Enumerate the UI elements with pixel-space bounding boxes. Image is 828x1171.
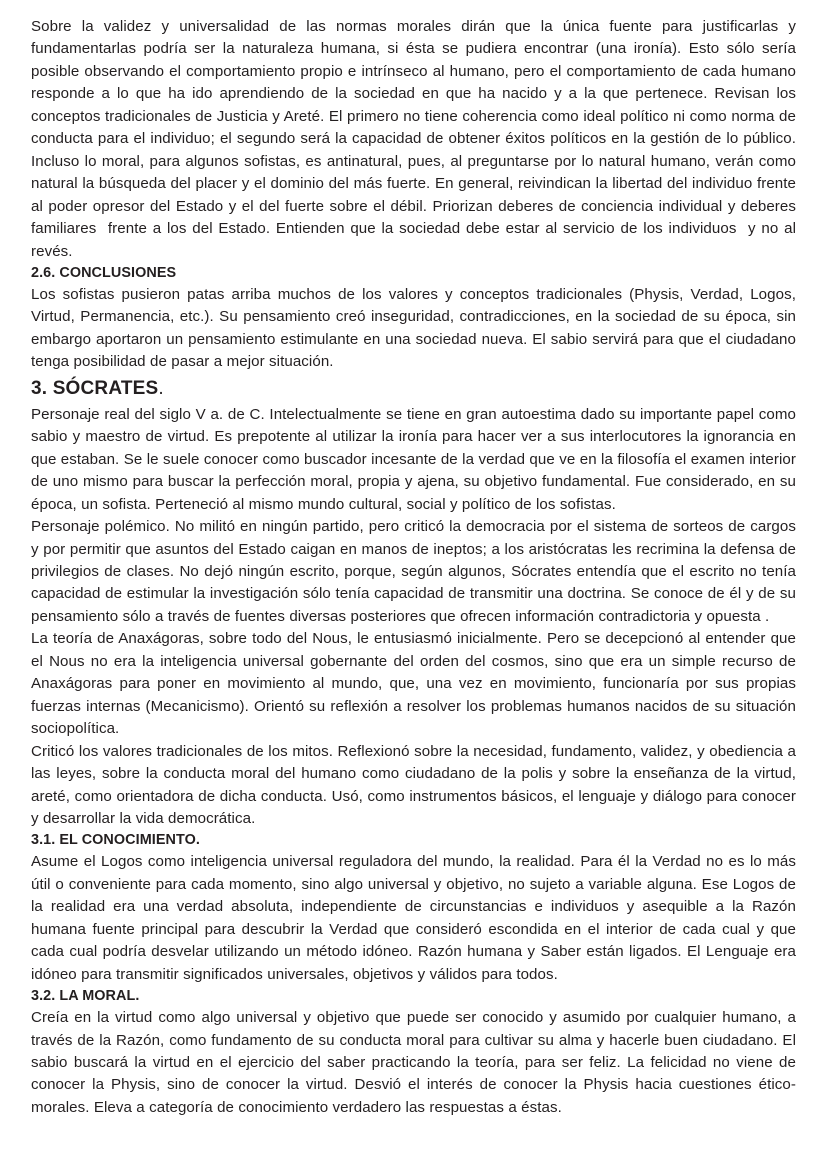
paragraph-conocimiento-logos: Asume el Logos como inteligencia universal reguladora del mundo, la realidad. Para él la Verdad no es lo más útil o conveniente para cada momento, sino algo universal y objetivo, no sujeto a variable alguna. Ese Logos de la realidad era una verdad absoluta, independiente de circunstancias e individuos y asequible a la Razón humana fuente principal para descubrir la Verdad que consideró escondida en el interior de cada cual y que cada cual podría desvelar utilizando un método idóneo. Razón humana y Saber están ligados. El Lenguaje era idóneo para transmitir significados universales, objetivos y válidos para todos.: [31, 853, 801, 983]
paragraph-moral-virtud: Creía en la virtud como algo universal y objetivo que puede ser conocido y asumido por cualquier humano, a través de la Razón, como fundamento de su conducta moral para cultivar su alma y hacerle buen ciudadano. El sabio buscará la virtud en el ejercicio del saber practicando la teoría, para ser feliz. La felicidad no viene de conocer la Physis, sino de conocer la virtud. Desvió el interés de conocer la Physis hacia cuestiones ético-morales. Eleva a categoría de conocimiento verdadero las respuestas a éstas.: [31, 1009, 801, 1116]
heading-2-6-conclusiones: 2.6. CONCLUSIONES: [31, 264, 177, 281]
paragraph-intro-normas-morales: Sobre la validez y universalidad de las normas morales dirán que la única fuente para justificarlas y fundamentarlas podría ser la naturaleza humana, si ésta se pudiera encontrar (una ironía). Esto sólo sería posible observando el comportamiento propio e intrínseco al humano, pero el comportamiento de cada humano responde a lo que ha ido aprendiendo de la sociedad en que ha nacido y a la que pertenece. Revisan los conceptos tradicionales de Justicia y Areté. El primero no tiene coherencia como ideal político ni como norma de conducta para el individuo; el segundo será la capacidad de obtener éxitos políticos en la gestión de lo público. Incluso lo moral, para algunos sofistas, es antinatural, pues, al preguntarse por lo natural humano, verán como natural la búsqueda del placer y el dominio del más fuerte. En general, reivindican la libertad del individuo frente al poder opresor del Estado y el del fuerte sobre el débil. Priorizan deberes de conciencia individual y deberes familiares frente a los del Estado. Entienden que la sociedad debe estar al servicio de los individuos y no al revés.: [31, 18, 801, 260]
heading-3-1-el-conocimiento: 3.1. EL CONOCIMIENTO.: [31, 832, 200, 849]
paragraph-conclusiones-sofistas: Los sofistas pusieron patas arriba muchos de los valores y conceptos tradicionales (Physis, Verdad, Logos, Virtud, Permanencia, etc.). Su pensamiento creó inseguridad, contradicciones, en la sociedad de su época, sin embargo aportaron un pensamiento estimulante en una sociedad nueva. El sabio servirá para que el ciudadano tenga posibilidad de pasar a mejor situación.: [31, 285, 801, 371]
paragraph-socrates-anaxagoras-nous: La teoría de Anaxágoras, sobre todo del Nous, le entusiasmó inicialmente. Pero se decepcionó al entender que el Nous no era la inteligencia universal gobernante del orden del cosmos, sino que era un simple recurso de Anaxágoras para poner en movimiento al mundo, que, una vez en movimiento, funcionaría por sus propias fuerzas internas (Mecanicismo). Orientó su reflexión a resolver los problemas humanos nacidos de su situación sociopolítica.: [31, 630, 801, 738]
paragraph-socrates-personaje-real: Personaje real del siglo V a. de C. Intelectualmente se tiene en gran autoestima dado su importante papel como sabio y maestro de virtud. Es prepotente al utilizar la ironía para hacer ver a sus interlocutores la ignorancia en que estaban. Se le suele conocer como buscador incesante de la verdad que ve en la filosofía el examen interior de uno mismo para buscar la perfección moral, propia y ajena, su objetivo fundamental. Fue considerado, en su época, un sofista. Perteneció al mismo mundo cultural, social y político de los sofistas.: [31, 405, 801, 513]
heading-3-2-la-moral: 3.2. LA MORAL.: [31, 988, 140, 1005]
paragraph-socrates-critico-valores: Criticó los valores tradicionales de los mitos. Reflexionó sobre la necesidad, fundamento, validez, y obediencia a las leyes, sobre la conducta moral del humano como ciudadano de la polis y sobre la enseñanza de la virtud, areté, como orientadora de dicha conducta. Usó, como instrumentos básicos, el lenguaje y diálogo para conocer y desarrollar la vida democrática.: [31, 742, 801, 827]
heading-3-socrates-trailing-period: .: [158, 377, 164, 399]
heading-3-socrates-label: 3. SÓCRATES: [31, 377, 159, 399]
heading-3-socrates: [31, 374, 796, 404]
paragraph-socrates-personaje-polemico: Personaje polémico. No militó en ningún partido, pero criticó la democracia por el sistema de sorteos de cargos y por permitir que asuntos del Estado caigan en manos de ineptos; a los aristócratas les recrimina la defensa de privilegios de clases. No dejó ningún escrito, porque, según algunos, Sócrates entendía que el escrito no tenía capacidad de estimular la investigación sólo tenía capacidad de transmitir una doctrina. Se conoce de él y de su pensamiento sólo a través de fuentes diversas posteriores que ofrecen información contradictoria y opuesta .: [31, 518, 801, 625]
